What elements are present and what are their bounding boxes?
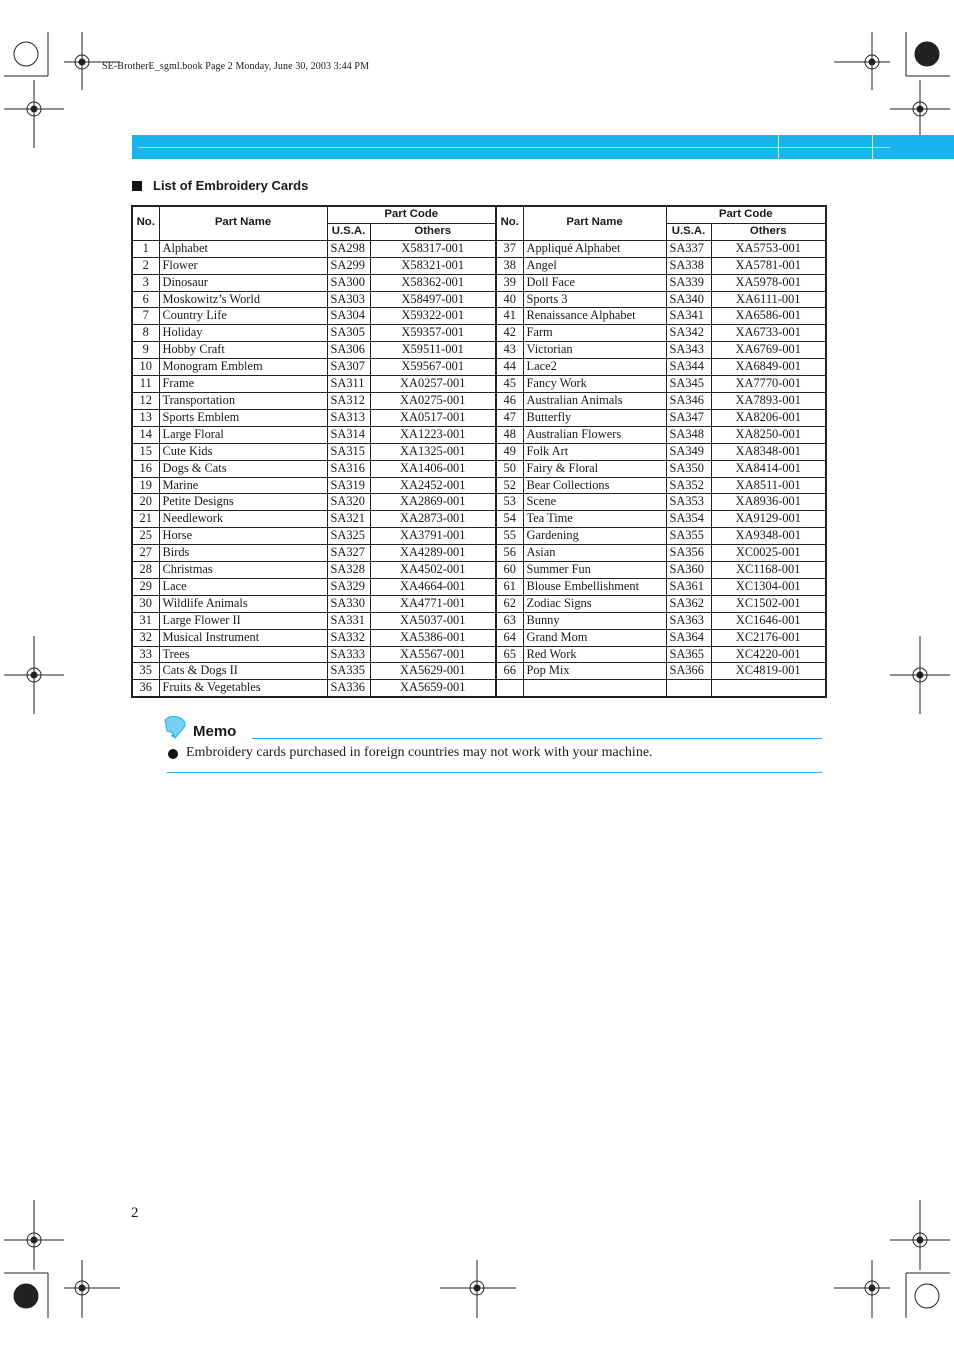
row-usa-code: SA348 bbox=[666, 426, 711, 443]
row-part-name: Petite Designs bbox=[159, 494, 327, 511]
table-row bbox=[132, 291, 826, 308]
row-part-name: Angel bbox=[523, 257, 666, 274]
row-others-code: XA4664-001 bbox=[370, 578, 496, 595]
row-part-name: Scene bbox=[523, 494, 666, 511]
row-no: 63 bbox=[496, 612, 523, 629]
row-no: 3 bbox=[132, 274, 159, 291]
row-usa-code: SA360 bbox=[666, 562, 711, 579]
memo-top-rule bbox=[252, 738, 822, 739]
row-usa-code: SA332 bbox=[327, 629, 370, 646]
embroidery-cards-table bbox=[131, 205, 827, 698]
row-others-code: XA8511-001 bbox=[711, 477, 826, 494]
table-row bbox=[132, 477, 826, 494]
header-no: No. bbox=[496, 206, 523, 240]
row-no: 25 bbox=[132, 528, 159, 545]
table-row bbox=[132, 680, 826, 697]
row-usa-code: SA298 bbox=[327, 240, 370, 257]
row-usa-code: SA355 bbox=[666, 528, 711, 545]
row-usa-code: SA312 bbox=[327, 392, 370, 409]
header-usa: U.S.A. bbox=[327, 223, 370, 240]
row-usa-code: SA329 bbox=[327, 578, 370, 595]
row-part-name: Lace bbox=[159, 578, 327, 595]
header-band bbox=[132, 135, 954, 159]
row-part-name: Asian bbox=[523, 545, 666, 562]
row-usa-code: SA305 bbox=[327, 325, 370, 342]
row-others-code: XA5659-001 bbox=[370, 680, 496, 697]
row-part-name: Cats & Dogs II bbox=[159, 663, 327, 680]
row-others-code: XC1646-001 bbox=[711, 612, 826, 629]
memo-title: Memo bbox=[193, 723, 237, 740]
table-row bbox=[132, 494, 826, 511]
square-bullet-icon bbox=[132, 181, 142, 191]
header-part-code: Part Code bbox=[327, 206, 496, 223]
row-others-code: XA1406-001 bbox=[370, 460, 496, 477]
header-part-name: Part Name bbox=[159, 206, 327, 240]
row-usa-code: SA330 bbox=[327, 595, 370, 612]
row-part-name: Sports Emblem bbox=[159, 409, 327, 426]
row-usa-code: SA362 bbox=[666, 595, 711, 612]
memo-bottom-rule bbox=[167, 772, 822, 773]
row-no: 13 bbox=[132, 409, 159, 426]
row-usa-code: SA328 bbox=[327, 562, 370, 579]
table-row bbox=[132, 562, 826, 579]
row-others-code: X59322-001 bbox=[370, 308, 496, 325]
row-others-code: XA5753-001 bbox=[711, 240, 826, 257]
row-part-name: Renaissance Alphabet bbox=[523, 308, 666, 325]
table-row bbox=[132, 376, 826, 393]
row-others-code: XA0257-001 bbox=[370, 376, 496, 393]
row-part-name: Needlework bbox=[159, 511, 327, 528]
row-others-code: XA5037-001 bbox=[370, 612, 496, 629]
row-others-code: X58497-001 bbox=[370, 291, 496, 308]
row-others-code bbox=[711, 680, 826, 697]
row-usa-code: SA361 bbox=[666, 578, 711, 595]
row-no: 12 bbox=[132, 392, 159, 409]
row-no: 10 bbox=[132, 359, 159, 376]
row-usa-code: SA313 bbox=[327, 409, 370, 426]
table-row bbox=[132, 595, 826, 612]
row-part-name: Fairy & Floral bbox=[523, 460, 666, 477]
table-row bbox=[132, 663, 826, 680]
row-no: 37 bbox=[496, 240, 523, 257]
row-others-code: XA6111-001 bbox=[711, 291, 826, 308]
row-usa-code: SA364 bbox=[666, 629, 711, 646]
row-part-name: Folk Art bbox=[523, 443, 666, 460]
row-no: 52 bbox=[496, 477, 523, 494]
row-part-name: Tea Time bbox=[523, 511, 666, 528]
row-usa-code: SA344 bbox=[666, 359, 711, 376]
row-part-name: Flower bbox=[159, 257, 327, 274]
row-others-code: X58321-001 bbox=[370, 257, 496, 274]
row-no: 33 bbox=[132, 646, 159, 663]
row-usa-code: SA366 bbox=[666, 663, 711, 680]
row-part-name: Country Life bbox=[159, 308, 327, 325]
row-part-name: Appliqué Alphabet bbox=[523, 240, 666, 257]
memo-text: Embroidery cards purchased in foreign countries may not work with your machine. bbox=[186, 745, 653, 760]
row-others-code: XA0275-001 bbox=[370, 392, 496, 409]
row-no: 9 bbox=[132, 342, 159, 359]
table-row bbox=[132, 257, 826, 274]
row-no: 49 bbox=[496, 443, 523, 460]
row-no: 11 bbox=[132, 376, 159, 393]
table-row bbox=[132, 511, 826, 528]
row-no: 61 bbox=[496, 578, 523, 595]
row-part-name: Blouse Embellishment bbox=[523, 578, 666, 595]
row-usa-code: SA349 bbox=[666, 443, 711, 460]
row-others-code: XA8936-001 bbox=[711, 494, 826, 511]
row-usa-code: SA335 bbox=[327, 663, 370, 680]
row-no: 54 bbox=[496, 511, 523, 528]
row-part-name: Frame bbox=[159, 376, 327, 393]
row-part-name: Australian Flowers bbox=[523, 426, 666, 443]
row-no: 14 bbox=[132, 426, 159, 443]
section-title bbox=[132, 178, 308, 193]
row-usa-code: SA299 bbox=[327, 257, 370, 274]
row-others-code: XA3791-001 bbox=[370, 528, 496, 545]
row-part-name: Summer Fun bbox=[523, 562, 666, 579]
row-usa-code: SA341 bbox=[666, 308, 711, 325]
row-part-name: Monogram Emblem bbox=[159, 359, 327, 376]
header-usa: U.S.A. bbox=[666, 223, 711, 240]
table-row bbox=[132, 646, 826, 663]
row-usa-code: SA304 bbox=[327, 308, 370, 325]
row-part-name: Marine bbox=[159, 477, 327, 494]
row-no: 2 bbox=[132, 257, 159, 274]
row-others-code: X58362-001 bbox=[370, 274, 496, 291]
row-part-name: Horse bbox=[159, 528, 327, 545]
row-usa-code: SA327 bbox=[327, 545, 370, 562]
row-usa-code: SA336 bbox=[327, 680, 370, 697]
row-part-name: Red Work bbox=[523, 646, 666, 663]
row-usa-code: SA337 bbox=[666, 240, 711, 257]
table-row bbox=[132, 612, 826, 629]
table-row bbox=[132, 240, 826, 257]
row-no: 64 bbox=[496, 629, 523, 646]
row-no: 43 bbox=[496, 342, 523, 359]
row-part-name: Holiday bbox=[159, 325, 327, 342]
row-others-code: XC1502-001 bbox=[711, 595, 826, 612]
table-row bbox=[132, 443, 826, 460]
row-no bbox=[496, 680, 523, 697]
row-others-code: XC1304-001 bbox=[711, 578, 826, 595]
row-others-code: XA2869-001 bbox=[370, 494, 496, 511]
row-part-name: Gardening bbox=[523, 528, 666, 545]
row-others-code: XA2873-001 bbox=[370, 511, 496, 528]
row-others-code: XC2176-001 bbox=[711, 629, 826, 646]
row-usa-code: SA350 bbox=[666, 460, 711, 477]
row-usa-code: SA340 bbox=[666, 291, 711, 308]
row-part-name bbox=[523, 680, 666, 697]
table-row bbox=[132, 392, 826, 409]
header-part-code: Part Code bbox=[666, 206, 826, 223]
row-no: 1 bbox=[132, 240, 159, 257]
row-no: 20 bbox=[132, 494, 159, 511]
row-part-name: Farm bbox=[523, 325, 666, 342]
row-no: 41 bbox=[496, 308, 523, 325]
row-usa-code: SA356 bbox=[666, 545, 711, 562]
row-others-code: XC0025-001 bbox=[711, 545, 826, 562]
row-others-code: XC1168-001 bbox=[711, 562, 826, 579]
row-others-code: XA5567-001 bbox=[370, 646, 496, 663]
row-usa-code: SA306 bbox=[327, 342, 370, 359]
row-no: 38 bbox=[496, 257, 523, 274]
row-usa-code: SA353 bbox=[666, 494, 711, 511]
row-usa-code: SA346 bbox=[666, 392, 711, 409]
row-others-code: XA7893-001 bbox=[711, 392, 826, 409]
row-usa-code: SA354 bbox=[666, 511, 711, 528]
row-no: 53 bbox=[496, 494, 523, 511]
table-row bbox=[132, 409, 826, 426]
row-no: 66 bbox=[496, 663, 523, 680]
row-part-name: Grand Mom bbox=[523, 629, 666, 646]
row-no: 15 bbox=[132, 443, 159, 460]
row-part-name: Dogs & Cats bbox=[159, 460, 327, 477]
row-others-code: XC4819-001 bbox=[711, 663, 826, 680]
row-others-code: XA5781-001 bbox=[711, 257, 826, 274]
row-part-name: Moskowitz’s World bbox=[159, 291, 327, 308]
row-no: 55 bbox=[496, 528, 523, 545]
row-no: 8 bbox=[132, 325, 159, 342]
row-part-name: Wildlife Animals bbox=[159, 595, 327, 612]
row-no: 19 bbox=[132, 477, 159, 494]
row-part-name: Zodiac Signs bbox=[523, 595, 666, 612]
row-part-name: Victorian bbox=[523, 342, 666, 359]
row-others-code: XA8348-001 bbox=[711, 443, 826, 460]
page-number: 2 bbox=[131, 1205, 139, 1221]
row-others-code: XA7770-001 bbox=[711, 376, 826, 393]
table-header-row bbox=[132, 206, 826, 223]
row-usa-code: SA343 bbox=[666, 342, 711, 359]
row-usa-code: SA315 bbox=[327, 443, 370, 460]
row-usa-code: SA331 bbox=[327, 612, 370, 629]
row-usa-code: SA338 bbox=[666, 257, 711, 274]
row-no: 40 bbox=[496, 291, 523, 308]
row-others-code: X59511-001 bbox=[370, 342, 496, 359]
row-part-name: Fancy Work bbox=[523, 376, 666, 393]
row-no: 32 bbox=[132, 629, 159, 646]
row-no: 48 bbox=[496, 426, 523, 443]
table-body bbox=[132, 240, 826, 697]
row-no: 46 bbox=[496, 392, 523, 409]
row-usa-code: SA333 bbox=[327, 646, 370, 663]
row-usa-code: SA314 bbox=[327, 426, 370, 443]
row-part-name: Dinosaur bbox=[159, 274, 327, 291]
row-no: 44 bbox=[496, 359, 523, 376]
row-usa-code: SA365 bbox=[666, 646, 711, 663]
row-no: 29 bbox=[132, 578, 159, 595]
header-others: Others bbox=[370, 223, 496, 240]
row-part-name: Lace2 bbox=[523, 359, 666, 376]
row-part-name: Large Flower II bbox=[159, 612, 327, 629]
row-others-code: XA9348-001 bbox=[711, 528, 826, 545]
row-part-name: Large Floral bbox=[159, 426, 327, 443]
row-usa-code: SA319 bbox=[327, 477, 370, 494]
header-band-tick bbox=[872, 135, 873, 159]
row-no: 28 bbox=[132, 562, 159, 579]
table-row bbox=[132, 545, 826, 562]
row-part-name: Transportation bbox=[159, 392, 327, 409]
row-part-name: Butterfly bbox=[523, 409, 666, 426]
row-part-name: Bunny bbox=[523, 612, 666, 629]
memo-bullet-icon bbox=[168, 749, 178, 759]
row-usa-code: SA307 bbox=[327, 359, 370, 376]
row-usa-code bbox=[666, 680, 711, 697]
row-no: 65 bbox=[496, 646, 523, 663]
header-no: No. bbox=[132, 206, 159, 240]
row-usa-code: SA345 bbox=[666, 376, 711, 393]
row-others-code: XA5629-001 bbox=[370, 663, 496, 680]
row-others-code: XA5386-001 bbox=[370, 629, 496, 646]
row-part-name: Birds bbox=[159, 545, 327, 562]
row-no: 36 bbox=[132, 680, 159, 697]
row-others-code: XA6849-001 bbox=[711, 359, 826, 376]
table-row bbox=[132, 308, 826, 325]
row-usa-code: SA342 bbox=[666, 325, 711, 342]
row-usa-code: SA321 bbox=[327, 511, 370, 528]
row-others-code: XC4220-001 bbox=[711, 646, 826, 663]
section-title-text: List of Embroidery Cards bbox=[153, 178, 309, 193]
row-others-code: X59567-001 bbox=[370, 359, 496, 376]
row-others-code: XA8414-001 bbox=[711, 460, 826, 477]
row-no: 62 bbox=[496, 595, 523, 612]
row-others-code: XA8250-001 bbox=[711, 426, 826, 443]
row-usa-code: SA363 bbox=[666, 612, 711, 629]
memo-pencil-icon bbox=[162, 714, 188, 740]
row-usa-code: SA303 bbox=[327, 291, 370, 308]
row-others-code: X58317-001 bbox=[370, 240, 496, 257]
row-no: 45 bbox=[496, 376, 523, 393]
row-others-code: XA4289-001 bbox=[370, 545, 496, 562]
row-usa-code: SA352 bbox=[666, 477, 711, 494]
row-usa-code: SA316 bbox=[327, 460, 370, 477]
header-band-tick bbox=[778, 135, 779, 159]
row-part-name: Cute Kids bbox=[159, 443, 327, 460]
row-no: 7 bbox=[132, 308, 159, 325]
row-no: 27 bbox=[132, 545, 159, 562]
header-part-name: Part Name bbox=[523, 206, 666, 240]
row-others-code: XA1325-001 bbox=[370, 443, 496, 460]
row-others-code: XA9129-001 bbox=[711, 511, 826, 528]
row-others-code: XA4502-001 bbox=[370, 562, 496, 579]
row-others-code: XA6769-001 bbox=[711, 342, 826, 359]
row-others-code: XA8206-001 bbox=[711, 409, 826, 426]
table-row bbox=[132, 325, 826, 342]
row-no: 16 bbox=[132, 460, 159, 477]
row-part-name: Pop Mix bbox=[523, 663, 666, 680]
row-others-code: XA2452-001 bbox=[370, 477, 496, 494]
print-header: SE-BrotherE_sgml.book Page 2 Monday, June 30, 2003 3:44 PM bbox=[102, 61, 370, 72]
row-no: 6 bbox=[132, 291, 159, 308]
row-others-code: XA6733-001 bbox=[711, 325, 826, 342]
row-usa-code: SA320 bbox=[327, 494, 370, 511]
table-row bbox=[132, 578, 826, 595]
row-no: 50 bbox=[496, 460, 523, 477]
row-no: 39 bbox=[496, 274, 523, 291]
row-no: 31 bbox=[132, 612, 159, 629]
row-part-name: Alphabet bbox=[159, 240, 327, 257]
row-others-code: XA5978-001 bbox=[711, 274, 826, 291]
row-part-name: Musical Instrument bbox=[159, 629, 327, 646]
row-others-code: XA0517-001 bbox=[370, 409, 496, 426]
row-no: 60 bbox=[496, 562, 523, 579]
row-part-name: Sports 3 bbox=[523, 291, 666, 308]
row-others-code: XA4771-001 bbox=[370, 595, 496, 612]
table-row bbox=[132, 629, 826, 646]
table-row bbox=[132, 342, 826, 359]
row-part-name: Hobby Craft bbox=[159, 342, 327, 359]
table-row bbox=[132, 274, 826, 291]
table-row bbox=[132, 359, 826, 376]
table-row bbox=[132, 460, 826, 477]
table-row bbox=[132, 426, 826, 443]
row-no: 30 bbox=[132, 595, 159, 612]
row-no: 42 bbox=[496, 325, 523, 342]
row-usa-code: SA347 bbox=[666, 409, 711, 426]
row-part-name: Australian Animals bbox=[523, 392, 666, 409]
row-usa-code: SA300 bbox=[327, 274, 370, 291]
row-others-code: XA1223-001 bbox=[370, 426, 496, 443]
row-no: 21 bbox=[132, 511, 159, 528]
row-part-name: Doll Face bbox=[523, 274, 666, 291]
table-row bbox=[132, 528, 826, 545]
row-part-name: Trees bbox=[159, 646, 327, 663]
row-no: 56 bbox=[496, 545, 523, 562]
row-part-name: Christmas bbox=[159, 562, 327, 579]
row-others-code: X59357-001 bbox=[370, 325, 496, 342]
row-usa-code: SA339 bbox=[666, 274, 711, 291]
row-part-name: Fruits & Vegetables bbox=[159, 680, 327, 697]
row-no: 35 bbox=[132, 663, 159, 680]
row-usa-code: SA311 bbox=[327, 376, 370, 393]
row-usa-code: SA325 bbox=[327, 528, 370, 545]
header-others: Others bbox=[711, 223, 826, 240]
row-part-name: Bear Collections bbox=[523, 477, 666, 494]
row-others-code: XA6586-001 bbox=[711, 308, 826, 325]
row-no: 47 bbox=[496, 409, 523, 426]
